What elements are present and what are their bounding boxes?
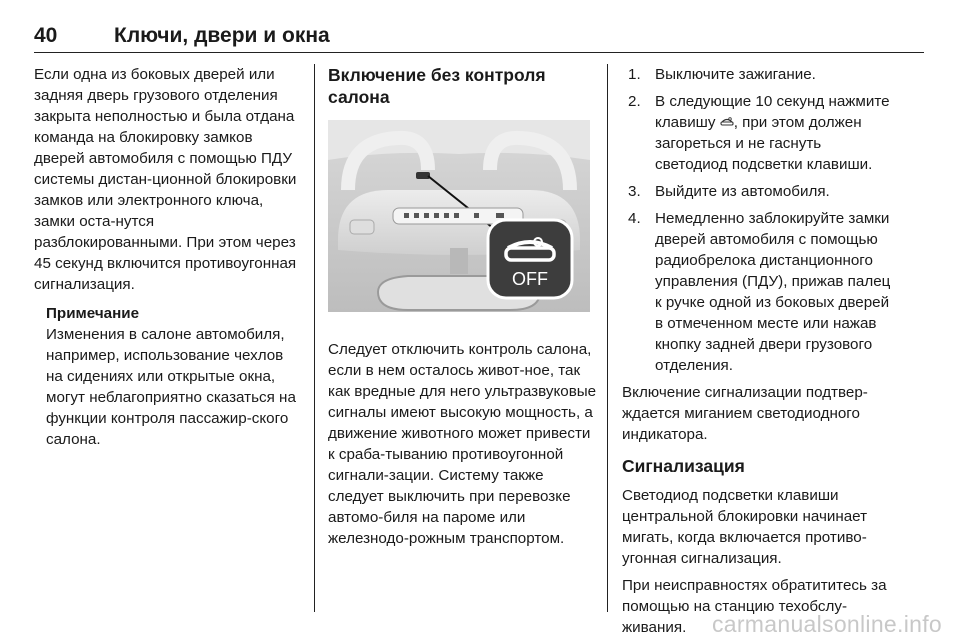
note-block — [34, 303, 302, 450]
note-text: Изменения в салоне автомобиля, например, использование чехлов на сидениях или открытые окна, могут неблагоприятно сказаться на функции контроля пассажир-ского салона. — [46, 326, 296, 448]
step-number: 1. — [628, 66, 641, 83]
column-3 — [622, 64, 894, 644]
step-number: 4. — [628, 210, 641, 227]
section-heading-alarm: Сигнализация — [622, 456, 745, 476]
step-text: Выйдите из автомобиля. — [655, 183, 830, 200]
column-divider-1 — [314, 64, 315, 612]
step-item — [628, 181, 894, 202]
step-text-after: , при этом должен загореться и не гаснуть светодиод подсветки клавиши. — [655, 114, 873, 173]
step-item — [628, 208, 894, 376]
step-item — [628, 64, 894, 85]
alarm-paragraph-2: При неисправностях обратититесь за помощью на станцию техобслу-живания. — [622, 577, 887, 636]
step-text: Немедленно заблокируйте замки дверей автомобиля с помощью радиобрелока дистанционного управления (ПДУ), прижав палец к ручке одной из боковых дверей в отмеченном месте или нажав кнопку задней двери грузового отделения. — [655, 210, 891, 374]
monitoring-off-explanation: Следует отключить контроль салона, если в нем осталось живот-ное, так как вредные для него ультразвуковые сигналы имеют высокую мощность, а движение животного может привести к сраба-тыванию противоугонной сигнали-зации. Систему также следует выключить при перевозке автомо-биля на пароме или железнодо-рожным транспортом. — [328, 341, 597, 547]
column-1 — [34, 64, 302, 450]
mirror-mount — [450, 248, 468, 274]
overhead-console-illustration — [328, 120, 590, 312]
car-ultrasonic-icon — [720, 116, 734, 126]
activation-steps-list — [622, 64, 894, 376]
activation-confirmation: Включение сигнализации подтвер-ждается миганием светодиодного индикатора. — [622, 384, 868, 443]
step-number: 2. — [628, 93, 641, 110]
interior-monitoring-off-button — [488, 220, 572, 298]
chapter-title: Ключи, двери и окна — [114, 24, 330, 47]
note-title: Примечание — [46, 305, 140, 322]
watermark: carmanualsonline.info — [711, 611, 942, 637]
intro-paragraph: Если одна из боковых дверей или задняя дверь грузового отделения закрыта неполностью и была отдана команда на блокировку замков дверей автомобиля с помощью ПДУ системы дистан-ционной блокировки замков или электронного ключа, замки оста-нутся разблокированными. При этом через 45 секунд включится противоугонная сигнализация. — [34, 66, 297, 293]
page-header — [34, 22, 924, 53]
section-heading-no-monitoring: Включение без контроля салона — [328, 65, 546, 107]
sensor-led-button — [416, 172, 430, 179]
alarm-paragraph-1: Светодиод подсветки клавиши центральной блокировки начинает мигать, когда включается противо-угонная сигнализация. — [622, 487, 868, 567]
step-text-before: В следующие 10 секунд нажмите клавишу — [655, 93, 890, 131]
off-button-label: OFF — [512, 269, 548, 289]
column-divider-2 — [607, 64, 608, 612]
step-number: 3. — [628, 183, 641, 200]
page-number: 40 — [34, 24, 58, 47]
step-text: Выключите зажигание. — [655, 66, 816, 83]
step-item — [628, 91, 894, 175]
column-2 — [328, 64, 598, 555]
